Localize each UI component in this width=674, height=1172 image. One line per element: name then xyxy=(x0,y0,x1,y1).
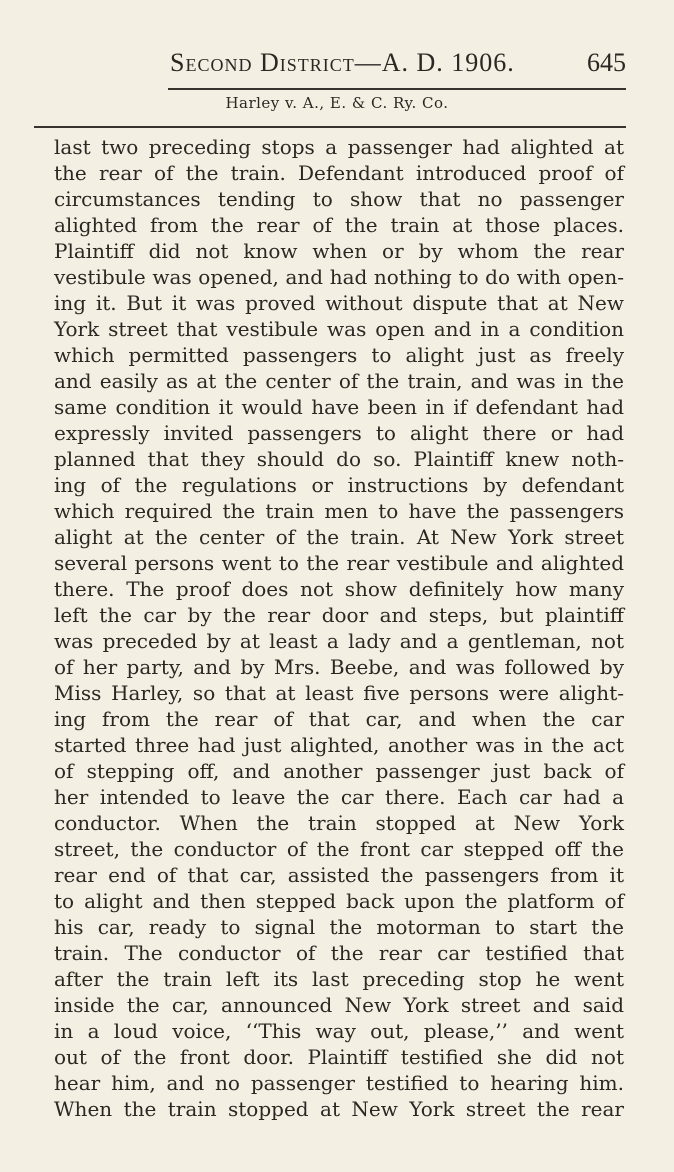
text-line: several persons went to the rear vestibule and alighted xyxy=(54,551,624,575)
case-caption xyxy=(0,94,674,112)
text-line: circumstances tending to show that no passenger xyxy=(54,187,624,211)
running-head xyxy=(170,48,626,82)
text-line: inside the car, announced New York street and said xyxy=(54,993,624,1017)
text-line: same condition it would have been in if defendant had xyxy=(54,395,624,419)
text-line: conductor. When the train stopped at New York xyxy=(54,811,624,835)
text-line: rear end of that car, assisted the passengers from it xyxy=(54,863,624,887)
text-line: last two preceding stops a passenger had alighted at xyxy=(54,135,624,159)
text-line: street, the conductor of the front car stepped off the xyxy=(54,837,624,861)
text-line: ing from the rear of that car, and when the car xyxy=(54,707,624,731)
text-line: out of the front door. Plaintiff testified she did not xyxy=(54,1045,624,1069)
case-caption-text: Harley v. A., E. & C. Ry. Co. xyxy=(225,94,449,112)
text-line: ing it. But it was proved without dispute that at New xyxy=(54,291,624,315)
text-line: of stepping off, and another passenger just back of xyxy=(54,759,624,783)
text-line: there. The proof does not show definitely how many xyxy=(54,577,624,601)
running-head-title: Second District—A. D. 1906. xyxy=(170,48,515,77)
text-line: which required the train men to have the passengers xyxy=(54,499,624,523)
text-line: train. The conductor of the rear car testified that xyxy=(54,941,624,965)
text-line: Plaintiff did not know when or by whom the rear xyxy=(54,239,624,263)
text-line: after the train left its last preceding stop he went xyxy=(54,967,624,991)
text-line: York street that vestibule was open and in a condition xyxy=(54,317,624,341)
text-line: in a loud voice, ‘‘This way out, please,’’ and went xyxy=(54,1019,624,1043)
text-line: vestibule was opened, and had nothing to do with open- xyxy=(54,265,624,289)
text-line: left the car by the rear door and steps, but plaintiff xyxy=(54,603,624,627)
text-line: his car, ready to signal the motorman to start the xyxy=(54,915,624,939)
caption-rule xyxy=(34,126,626,128)
text-line: planned that they should do so. Plaintiff knew noth- xyxy=(54,447,624,471)
text-line: which permitted passengers to alight just as freely xyxy=(54,343,624,367)
text-line: ing of the regulations or instructions by defendant xyxy=(54,473,624,497)
text-line: the rear of the train. Defendant introduced proof of xyxy=(54,161,624,185)
text-line: hear him, and no passenger testified to hearing him. xyxy=(54,1071,624,1095)
text-line: alight at the center of the train. At New York street xyxy=(54,525,624,549)
text-line: Miss Harley, so that at least five persons were alight- xyxy=(54,681,624,705)
body-text xyxy=(54,134,624,1122)
page-number: 645 xyxy=(587,48,626,77)
text-line: expressly invited passengers to alight there or had xyxy=(54,421,624,445)
text-line: to alight and then stepped back upon the platform of xyxy=(54,889,624,913)
text-line: started three had just alighted, another was in the act xyxy=(54,733,624,757)
header-rule xyxy=(168,88,626,90)
text-line: and easily as at the center of the train, and was in the xyxy=(54,369,624,393)
text-line: of her party, and by Mrs. Beebe, and was followed by xyxy=(54,655,624,679)
text-line: her intended to leave the car there. Each car had a xyxy=(54,785,624,809)
text-line: When the train stopped at New York street the rear xyxy=(54,1097,624,1121)
text-line: alighted from the rear of the train at those places. xyxy=(54,213,624,237)
text-line: was preceded by at least a lady and a gentleman, not xyxy=(54,629,624,653)
